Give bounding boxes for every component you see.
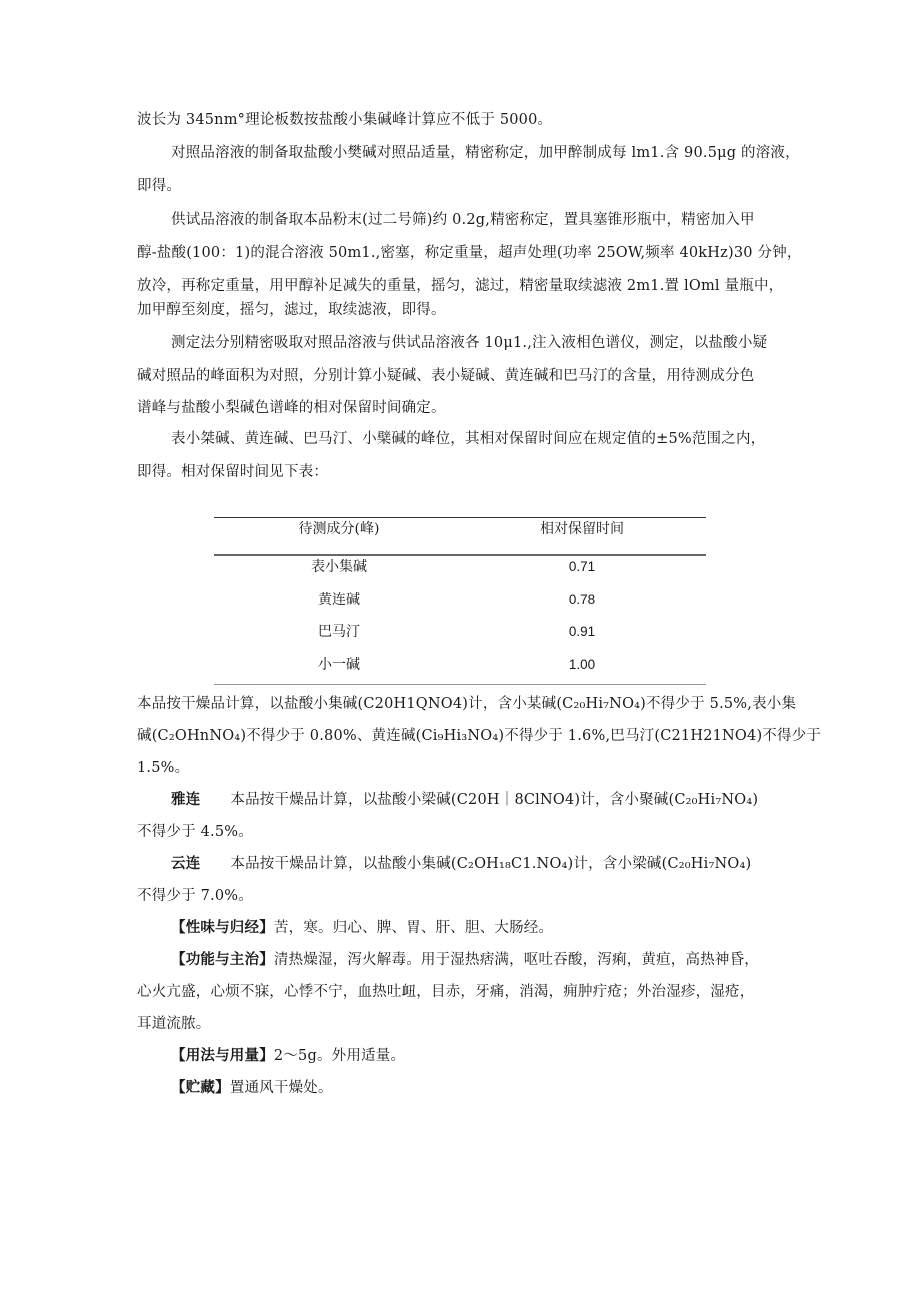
section-nature-meridian bbox=[171, 918, 831, 938]
yalian-text: 本品按干燥品计算，以盐酸小梁碱(C20H｜8ClNO4)计，含小聚碱(C₂₀Hi₇NO₄) bbox=[230, 792, 759, 808]
yunlian-line bbox=[171, 854, 831, 874]
section-usage-dosage bbox=[171, 1046, 831, 1066]
paragraph-line: 即得。 bbox=[137, 178, 182, 194]
section-text: 置通风干燥处。 bbox=[229, 1080, 333, 1096]
yunlian-text: 本品按干燥品计算，以盐酸小集碱(C₂OH₁₈C1.NO₄)计，含小梁碱(C₂₀Hi₇NO₄) bbox=[230, 856, 752, 872]
paragraph-line: 加甲醇至刻度，摇匀，滤过，取续滤液，即得。 bbox=[137, 302, 446, 318]
paragraph-line: 放冷，再称定重量，用甲醇补足减失的重量，摇匀，滤过，精密量取续滤液 2m1.置 lOml 量瓶中， bbox=[137, 278, 784, 294]
content-line: 碱(C₂OHnNO₄)不得少于 0.80%、黄连碱(Ci₉Hi₃NO₄)不得少于 1.6%,巴马汀(C21H21NO4)不得少于 bbox=[137, 728, 822, 744]
table-cell-value: 0.78 bbox=[568, 592, 596, 607]
yalian-line bbox=[171, 790, 831, 810]
yalian-label: 雅连 bbox=[171, 792, 201, 808]
section-text-line: 耳道流脓。 bbox=[137, 1016, 211, 1032]
section-storage bbox=[171, 1078, 831, 1098]
paragraph-line: 醇-盐酸(100：1)的混合溶液 50m1.,密塞，称定重量，超声处理(功率 25OW,频率 40kHz)30 分钟， bbox=[137, 245, 802, 261]
paragraph-line: 表小桀碱、黄连碱、巴马汀、小檗碱的峰位，其相对保留时间应在规定值的±5%范围之内， bbox=[171, 431, 766, 447]
yalian-line-2: 不得少于 4.5%。 bbox=[137, 824, 253, 840]
section-text: 清热燥湿，泻火解毒。用于湿热痞满，呕吐吞酸，泻痢，黄疸，高热神昏， bbox=[273, 952, 760, 968]
paragraph-line: 谱峰与盐酸小梨碱色谱峰的相对保留时间确定。 bbox=[137, 400, 446, 416]
paragraph-line: 测定法分别精密吸取对照品溶液与供试品溶液各 10μ1.,注入液相色谱仪，测定，以盐酸小疑 bbox=[171, 335, 768, 351]
table-header-rule bbox=[214, 554, 706, 556]
table-cell-value: 1.00 bbox=[568, 657, 596, 672]
table-top-rule bbox=[214, 517, 706, 518]
yunlian-label: 云连 bbox=[171, 856, 201, 872]
section-heading: 【贮藏】 bbox=[171, 1080, 230, 1096]
content-line: 1.5%。 bbox=[137, 760, 190, 776]
content-line: 本品按干燥品计算，以盐酸小集碱(C20H1QNO4)计，含小某碱(C₂₀Hi₇NO₄)不得少于 5.5%,表小集 bbox=[137, 696, 797, 712]
paragraph-line: 波长为 345nm°理论板数按盐酸小集碱峰计算应不低于 5000。 bbox=[137, 112, 553, 128]
table-header-component: 待测成分(峰) bbox=[298, 521, 380, 537]
paragraph-line: 碱对照品的峰面积为对照，分别计算小疑碱、表小疑碱、黄连碱和巴马汀的含量，用待测成分色 bbox=[137, 368, 755, 384]
table-cell-name: 黄连碱 bbox=[318, 592, 360, 608]
table-cell-name: 表小集碱 bbox=[311, 559, 367, 575]
paragraph-line: 即得。相对保留时间见下表： bbox=[137, 464, 329, 480]
section-heading: 【功能与主治】 bbox=[171, 952, 274, 968]
paragraph-line: 对照品溶液的制备取盐酸小樊碱对照品适量，精密称定，加甲醉制成每 lm1.含 90.5μg 的溶液， bbox=[171, 145, 800, 161]
table-header-retention: 相对保留时间 bbox=[540, 521, 624, 537]
section-text: 2～5g。外用适量。 bbox=[273, 1048, 406, 1064]
section-text-line: 心火亢盛，心烦不寐，心悸不宁，血热吐衄，目赤，牙痛，消渴，痈肿疔疮；外治湿疹，湿疮， bbox=[137, 984, 755, 1000]
section-heading: 【用法与用量】 bbox=[171, 1048, 274, 1064]
section-functions bbox=[171, 950, 831, 970]
yunlian-line-2: 不得少于 7.0%。 bbox=[137, 888, 253, 904]
table-cell-value: 0.71 bbox=[568, 559, 596, 574]
paragraph-line: 供试品溶液的制备取本品粉末(过二号筛)约 0.2g,精密称定，置具塞锥形瓶中，精密加入甲 bbox=[171, 212, 755, 228]
table-cell-name: 巴马汀 bbox=[318, 624, 360, 640]
section-text: 苦，寒。归心、脾、胃、肝、胆、大肠经。 bbox=[273, 920, 554, 936]
section-heading: 【性味与归经】 bbox=[171, 920, 274, 936]
table-bottom-rule bbox=[214, 684, 706, 685]
table-cell-name: 小一碱 bbox=[318, 657, 360, 673]
retention-time-table bbox=[214, 517, 706, 685]
table-cell-value: 0.91 bbox=[568, 624, 596, 639]
